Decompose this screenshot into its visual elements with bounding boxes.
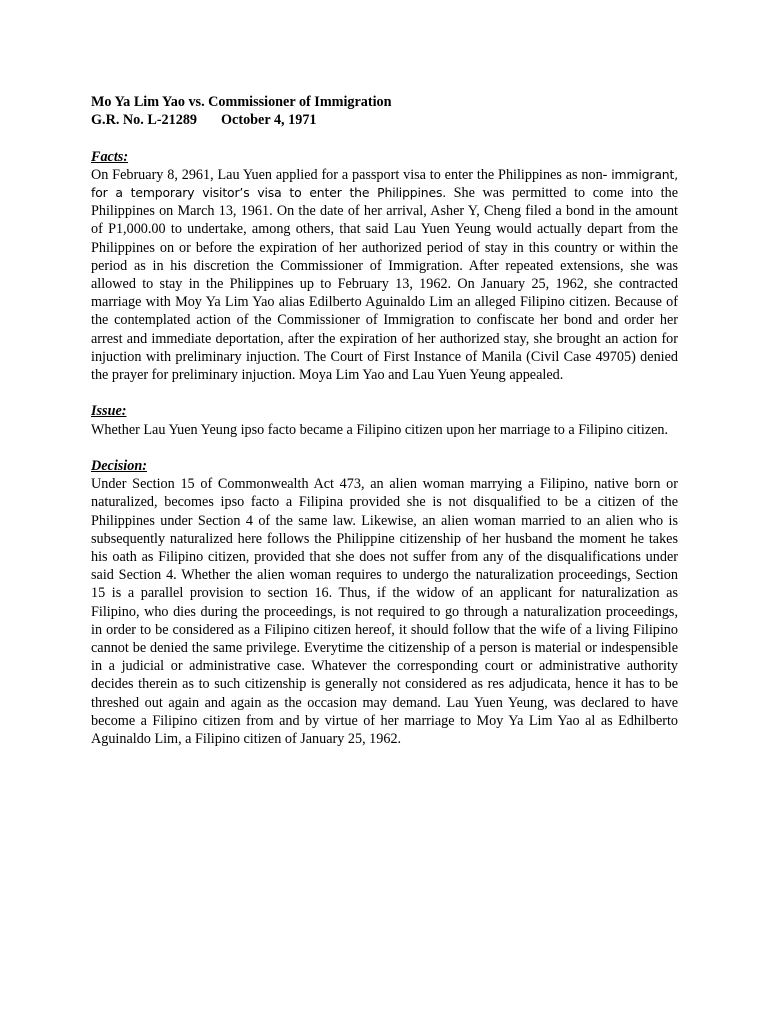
case-number: G.R. No. L-21289 [91,112,198,129]
facts-heading [91,148,678,166]
facts-text-part3: She was permitted to come into the Philippines on March 13, 1961. On the date of her arrival, Asher Y, Cheng filed a bond in the amount of P1,000.00 to undertake, among others, that said Lau Yuen Yeung would actually depart from the Philippines on or before the expiration of her authorized period of stay in this country or within the period as in his discretion the Commissioner of Immigration. After repeated extensions, she was allowed to stay in the Philippines up to February 13, 1962. On January 25, 1962, she contracted marriage with Moy Ya Lim Yao alias Edilberto Aguinaldo Lim an alleged Filipino citizen. Because of the contemplated action of the Commissioner of Immigration to confiscate her bond and order her arrest and immediate deportation, after the expiration of her authorized stay, she brought an action for injuction with preliminary injuction. The Court of First Instance of Manila (Civil Case 49705) denied the prayer for preliminary injuction. Moya Lim Yao and Lau Yuen Yeung appealed. [91,185,678,384]
case-title-text: Mo Ya Lim Yao vs. Commissioner of Immigration [91,94,392,110]
decision-text: Under Section 15 of Commonwealth Act 473, an alien woman marrying a Filipino, native born or naturalized, becomes ipso facto a Filipina provided she is not disqualified to be a citizen of the Philippines under Section 4 of the same law. Likewise, an alien woman married to an alien who is subsequently naturalized here follows the Philippine citizenship of her husband the moment he takes his oath as Filipino citizen, provided that she does not suffer from any of the disqualifications under said Section 4. Whether the alien woman requires to undergo the naturalization proceedings, Section 15 is a parallel provision to section 16. Thus, if the widow of an applicant for naturalization as Filipino, who dies during the proceedings, is not required to go through a naturalization proceedings, in order to be considered as a Filipino citizen hereof, it should follow that the wife of a living Filipino cannot be denied the same privilege. Everytime the citizenship of a person is material or indespensible in a judicial or administrative case. Whatever the corresponding court or administrative authority decides therein as to such citizenship is generally not considered as res adjudicata, hence it has to be threshed out again and again as the occasion may demand. Lau Yuen Yeung, was declared to have become a Filipino citizen from and by virtue of her marriage to Moy Ya Lim Yao al as Edhilberto Aguinaldo Lim, a Filipino citizen of January 25, 1962. [91,476,678,748]
case-title [91,93,678,111]
section-spacer [91,384,678,402]
issue-paragraph [91,421,678,439]
decision-paragraph [91,475,678,748]
facts-text-part2: immigrant, for a temporary visitor’s visa to enter the Philippines. [91,166,678,200]
case-reference [91,111,678,129]
facts-heading-text: Facts: [91,148,129,165]
document-body [91,93,678,748]
decision-heading-text: Decision: [91,458,147,475]
decision-heading [91,457,678,475]
issue-text: Whether Lau Yuen Yeung ipso facto became a Filipino citizen upon her marriage to a Filipino citizen. [91,421,669,438]
section-spacer [91,129,678,147]
case-date: October 4, 1971 [221,112,317,129]
facts-text-part1: On February 8, 2961, Lau Yuen applied for a passport visa to enter the Philippines as non- [91,166,608,183]
section-spacer [91,439,678,457]
issue-heading-text: Issue: [91,403,127,420]
issue-heading [91,402,678,420]
facts-paragraph [91,166,678,384]
